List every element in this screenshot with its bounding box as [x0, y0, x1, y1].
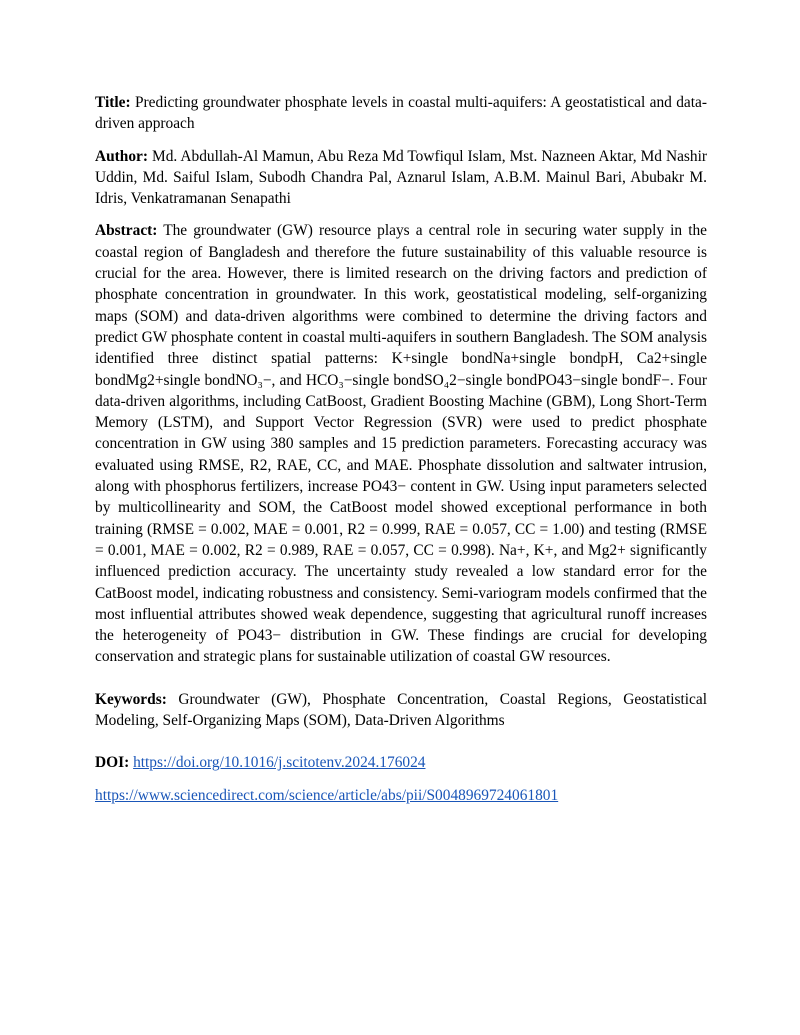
abstract-text: The groundwater (GW) resource plays a central role in securing water supply in the coastal region of Bangladesh and therefore the future sustainability of this valuable resource is crucial for the area. However, there is limited research on the driving factors and prediction of phosphate concentration in groundwater. In this work, geostatistical modeling, self-organizing maps (SOM) and data-driven algorithms were combined to determine the driving factors and predict GW phosphate content in coastal multi-aquifers in southern Bangladesh. The SOM analysis identified three distinct spatial patterns: K+single bondNa+single bondpH, Ca2+single bondMg2+single bondNO₃−, and HCO₃−single bondSO₄2−single bondPO43−single bondF−. Four data-driven algorithms, including CatBoost, Gradient Boosting Machine (GBM), Long Short-Term Memory (LSTM), and Support Vector Regression (SVR) were used to predict phosphate concentration in GW using 380 samples and 15 prediction parameters. Forecasting accuracy was evaluated using RMSE, R2, RAE, CC, and MAE. Phosphate dissolution and saltwater intrusion, along with phosphorus fertilizers, increase PO43− content in GW. Using input parameters selected by multicollinearity and SOM, the CatBoost model showed exceptional performance in both training (RMSE = 0.002, MAE = 0.001, R2 = 0.999, RAE = 0.057, CC = 1.00) and testing (RMSE = 0.001, MAE = 0.002, R2 = 0.989, RAE = 0.057, CC = 0.998). Na+, K+, and Mg2+ significantly influenced prediction accuracy. The uncertainty study revealed a low standard error for the CatBoost model, indicating robustness and consistency. Semi-variogram models confirmed that the most influential attributes showed weak dependence, suggesting that agricultural runoff increases the heterogeneity of PO43− distribution in GW. These findings are crucial for developing conservation and strategic plans for sustainable utilization of coastal GW resources. [95, 222, 707, 666]
article-link-paragraph [95, 785, 707, 806]
author-paragraph [95, 146, 707, 210]
title-text: Predicting groundwater phosphate levels in coastal multi-aquifers: A geostatistical and data-driven approach [95, 94, 707, 133]
doi-link[interactable]: https://doi.org/10.1016/j.scitotenv.2024.176024 [133, 754, 426, 772]
keywords-text: Groundwater (GW), Phosphate Concentration, Coastal Regions, Geostatistical Modeling, Self-Organizing Maps (SOM), Data-Driven Algorithms [95, 690, 707, 730]
article-link[interactable]: https://www.sciencedirect.com/science/article/abs/pii/S0048969724061801 [95, 786, 559, 804]
author-label: Author: [95, 147, 149, 165]
doi-paragraph [95, 752, 707, 773]
keywords-paragraph [95, 689, 707, 732]
document-page [95, 92, 707, 817]
title-paragraph [95, 92, 707, 135]
author-text: Md. Abdullah-Al Mamun, Abu Reza Md Towfiqul Islam, Mst. Nazneen Aktar, Md Nashir Uddin, Md. Saiful Islam, Subodh Chandra Pal, Aznarul Islam, A.B.M. Mainul Bari, Abubakr M. Idris, Venkatramanan Senapathi [95, 147, 707, 208]
doi-label: DOI: [95, 754, 130, 772]
keywords-label: Keywords: [95, 690, 167, 708]
abstract-paragraph [95, 220, 707, 667]
title-label: Title: [95, 94, 131, 111]
abstract-label: Abstract: [95, 222, 158, 240]
